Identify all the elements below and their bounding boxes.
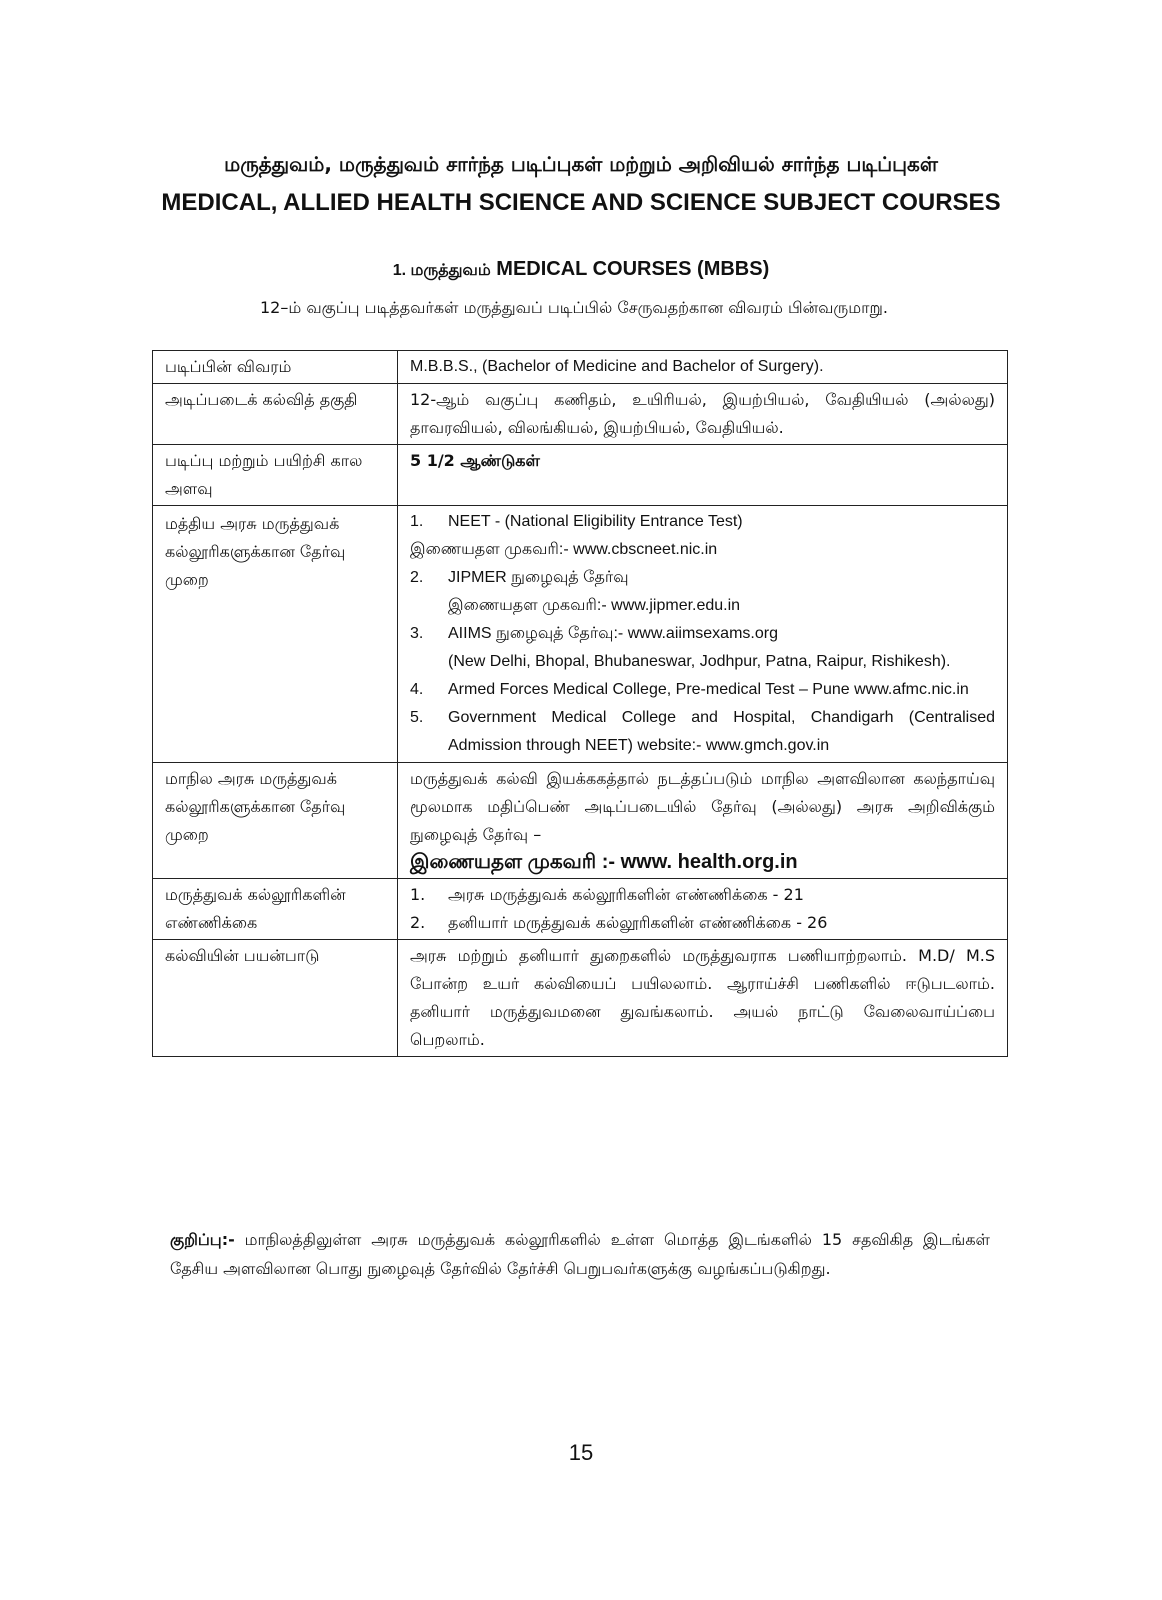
section-heading bbox=[0, 258, 1162, 281]
title-english: MEDICAL, ALLIED HEALTH SCIENCE AND SCIENCE SUBJECT COURSES bbox=[161, 189, 1001, 216]
website-link[interactable]: இணையதள முகவரி:- www.cbscneet.nic.in bbox=[410, 541, 718, 558]
course-info-table bbox=[152, 350, 1008, 1057]
list-item bbox=[410, 704, 995, 760]
row-key: படிப்பின் விவரம் bbox=[153, 351, 398, 384]
row-key: கல்வியின் பயன்பாடு bbox=[153, 940, 398, 1057]
section-heading-tamil: 1. மருத்துவம் bbox=[392, 262, 491, 279]
list-text: Government Medical College and Hospital, Chandigarh (Centralised Admission through NEET) website:- www.gmch.gov.in bbox=[448, 709, 995, 754]
row-value bbox=[398, 879, 1008, 940]
table-row bbox=[153, 879, 1008, 940]
list-item bbox=[410, 620, 995, 676]
title-tamil: மருத்துவம், மருத்துவம் சார்ந்த படிப்புகள் மற்றும் அறிவியல் சார்ந்த படிப்புகள் bbox=[224, 152, 938, 176]
college-count-list bbox=[410, 881, 995, 937]
table-row bbox=[153, 445, 1008, 506]
note-text: மாநிலத்திலுள்ள அரசு மருத்துவக் கல்லூரிகளில் உள்ள மொத்த இடங்களில் 15 சதவிகித இடங்கள் தேசிய அளவிலான பொது நுழைவுத் தேர்வில் தேர்ச்சி பெறுபவர்களுக்கு வழங்கப்படுகிறது. bbox=[170, 1230, 990, 1278]
website-link[interactable]: AIIMS நுழைவுத் தேர்வு:- www.aiimsexams.org bbox=[448, 625, 778, 642]
list-text bbox=[448, 620, 995, 676]
list-number: 1. bbox=[410, 885, 426, 904]
section-heading-english: MEDICAL COURSES (MBBS) bbox=[496, 258, 770, 280]
list-text bbox=[448, 564, 995, 620]
intro-paragraph: 12–ம் வகுப்பு படித்தவர்கள் மருத்துவப் படிப்பில் சேருவதற்கான விவரம் பின்வருமாறு. bbox=[260, 298, 888, 317]
website-link[interactable]: இணையதள முகவரி:- www.jipmer.edu.in bbox=[448, 597, 741, 614]
table-row bbox=[153, 940, 1008, 1057]
row-key: படிப்பு மற்றும் பயிற்சி கால அளவு bbox=[153, 445, 398, 506]
note-paragraph bbox=[170, 1225, 990, 1283]
list-line: JIPMER நுழைவுத் தேர்வு bbox=[448, 569, 629, 586]
list-line: NEET - (National Eligibility Entrance Test) bbox=[448, 513, 743, 530]
exam-list bbox=[410, 508, 995, 760]
row-value: அரசு மற்றும் தனியார் துறைகளில் மருத்துவராக பணியாற்றலாம். M.D/ M.S போன்ற உயர் கல்வியைப் பயிலலாம். ஆராய்ச்சி பணிகளில் ஈடுபடலாம். தனியார் மருத்துவமனை துவங்கலாம். அயல் நாட்டு வேலைவாய்ப்பை பெறலாம். bbox=[398, 940, 1008, 1057]
list-text: தனியார் மருத்துவக் கல்லூரிகளின் எண்ணிக்கை - 26 bbox=[448, 913, 828, 932]
list-item bbox=[410, 881, 995, 909]
row-key: மத்திய அரசு மருத்துவக் கல்லூரிகளுக்கான தேர்வு முறை bbox=[153, 506, 398, 763]
list-item bbox=[410, 508, 995, 564]
note-label: குறிப்பு:- bbox=[170, 1230, 235, 1249]
table-row bbox=[153, 384, 1008, 445]
list-text: அரசு மருத்துவக் கல்லூரிகளின் எண்ணிக்கை - 21 bbox=[448, 885, 804, 904]
list-item bbox=[410, 909, 995, 937]
row-value: 12-ஆம் வகுப்பு கணிதம், உயிரியல், இயற்பியல், வேதியியல் (அல்லது) தாவரவியல், விலங்கியல், இயற்பியல், வேதியியல். bbox=[398, 384, 1008, 445]
row-value: M.B.B.S., (Bachelor of Medicine and Bachelor of Surgery). bbox=[398, 351, 1008, 384]
row-value bbox=[398, 763, 1008, 879]
table-row bbox=[153, 351, 1008, 384]
list-item bbox=[410, 564, 995, 620]
table-row bbox=[153, 506, 1008, 763]
row-key: மாநில அரசு மருத்துவக் கல்லூரிகளுக்கான தேர்வு முறை bbox=[153, 763, 398, 879]
list-number: 2. bbox=[410, 569, 424, 586]
website-link[interactable]: இணையதள முகவரி :- www. health.org.in bbox=[410, 851, 798, 873]
list-number: 3. bbox=[410, 625, 424, 642]
list-number: 1. bbox=[410, 513, 424, 530]
list-line: (New Delhi, Bhopal, Bhubaneswar, Jodhpur, Patna, Raipur, Rishikesh). bbox=[448, 653, 951, 670]
list-number: 4. bbox=[410, 681, 424, 698]
list-number: 2. bbox=[410, 913, 426, 932]
row-value: 5 1/2 ஆண்டுகள் bbox=[398, 445, 1008, 506]
row-key: மருத்துவக் கல்லூரிகளின் எண்ணிக்கை bbox=[153, 879, 398, 940]
table-row bbox=[153, 763, 1008, 879]
row-value-text: மருத்துவக் கல்வி இயக்ககத்தால் நடத்தப்படும் மாநில அளவிலான கலந்தாய்வு மூலமாக மதிப்பெண் அடிப்படையில் தேர்வு (அல்லது) அரசு அறிவிக்கும் நுழைவுத் தேர்வு – bbox=[410, 769, 995, 844]
list-text bbox=[410, 508, 995, 564]
list-item bbox=[410, 676, 995, 704]
list-text: Armed Forces Medical College, Pre-medical Test – Pune www.afmc.nic.in bbox=[448, 681, 969, 698]
list-number: 5. bbox=[410, 709, 424, 726]
row-value bbox=[398, 506, 1008, 763]
row-key: அடிப்படைக் கல்வித் தகுதி bbox=[153, 384, 398, 445]
page-number: 15 bbox=[568, 1440, 594, 1465]
